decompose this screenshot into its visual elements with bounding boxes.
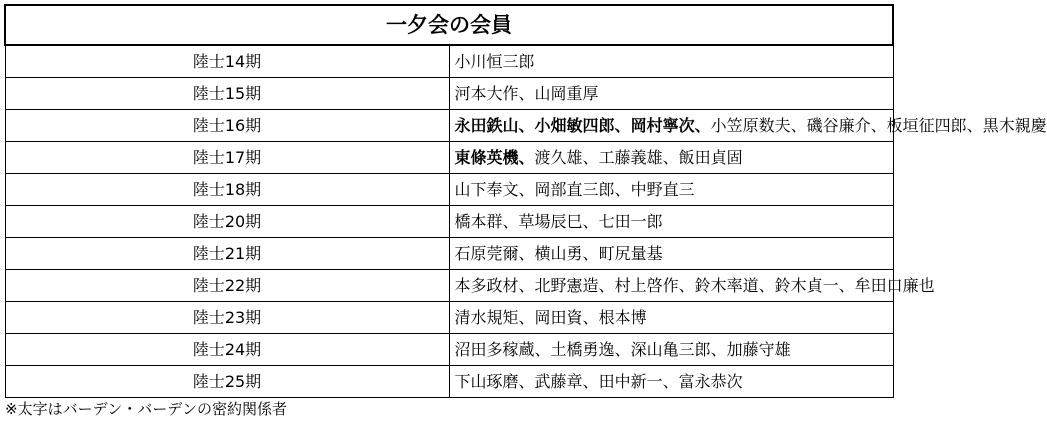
member-names-cell <box>449 78 893 110</box>
class-label-cell: 陸士20期 <box>5 206 449 238</box>
member-name: 石原莞爾 <box>454 244 519 263</box>
member-name: 東條英機 <box>454 148 519 167</box>
name-separator: 、 <box>614 340 631 359</box>
class-label-cell: 陸士23期 <box>5 302 449 334</box>
name-separator: 、 <box>518 308 535 327</box>
member-name: 土橋勇逸 <box>550 340 615 359</box>
class-label-cell: 陸士16期 <box>5 110 449 142</box>
name-separator: 、 <box>582 148 599 167</box>
table-row <box>5 366 893 398</box>
member-name: 岡田資 <box>534 308 583 327</box>
member-name: 富永恭次 <box>678 372 743 391</box>
table-row <box>5 334 893 366</box>
name-separator: 、 <box>518 84 535 103</box>
member-name: 山下奉文 <box>454 180 519 199</box>
member-name: 本多政材 <box>454 276 519 295</box>
table-row <box>5 206 893 238</box>
table-row <box>5 45 893 78</box>
name-separator: 、 <box>662 148 679 167</box>
member-names-cell <box>449 174 893 206</box>
class-label-cell: 陸士14期 <box>5 45 449 78</box>
member-name: 河本大作 <box>454 84 519 103</box>
member-names-cell <box>449 270 935 302</box>
name-separator: 、 <box>790 116 807 135</box>
name-separator: 、 <box>582 372 599 391</box>
table-row <box>5 78 893 110</box>
name-separator: 、 <box>518 244 535 263</box>
members-sheet <box>4 4 1047 398</box>
member-name: 磯谷廉介 <box>806 116 871 135</box>
member-names-cell <box>449 334 893 366</box>
member-name: 村上啓作 <box>614 276 679 295</box>
table-row <box>5 302 893 334</box>
name-separator: 、 <box>966 116 983 135</box>
table-row <box>5 142 893 174</box>
member-name: 下山琢磨 <box>454 372 519 391</box>
member-name: 深山亀三郎 <box>630 340 711 359</box>
member-name: 岡村寧次 <box>630 116 695 135</box>
member-name: 渡久雄 <box>534 148 583 167</box>
name-separator: 、 <box>518 180 535 199</box>
member-name: 飯田貞固 <box>678 148 743 167</box>
class-label-cell: 陸士15期 <box>5 78 449 110</box>
member-name: 中野直三 <box>630 180 695 199</box>
footnote: ※太字はバーデン・バーデンの密約関係者 <box>5 400 287 418</box>
member-name: 七田一郎 <box>598 212 663 231</box>
class-label-cell: 陸士25期 <box>5 366 449 398</box>
member-names-cell <box>449 302 893 334</box>
class-label-cell: 陸士22期 <box>5 270 449 302</box>
member-name: 横山勇 <box>534 244 583 263</box>
table-row <box>5 110 893 142</box>
name-separator: 、 <box>518 372 535 391</box>
member-name: 鈴木率道 <box>694 276 759 295</box>
name-separator: 、 <box>614 116 631 135</box>
member-name: 板垣征四郎 <box>886 116 967 135</box>
member-name: 工藤義雄 <box>598 148 663 167</box>
member-name: 清水規矩 <box>454 308 519 327</box>
class-label-cell: 陸士24期 <box>5 334 449 366</box>
name-separator: 、 <box>758 276 775 295</box>
member-names-cell <box>449 45 893 78</box>
name-separator: 、 <box>582 244 599 263</box>
member-name: 牟田口廉也 <box>854 276 935 295</box>
member-name: 鈴木貞一 <box>774 276 839 295</box>
member-name: 草場辰巳 <box>518 212 583 231</box>
member-name: 町尻量基 <box>598 244 663 263</box>
name-separator: 、 <box>534 340 551 359</box>
name-separator: 、 <box>518 116 535 135</box>
member-name: 永田鉄山 <box>454 116 519 135</box>
name-separator: 、 <box>518 276 535 295</box>
member-name: 田中新一 <box>598 372 663 391</box>
name-separator: 、 <box>870 116 887 135</box>
member-name: 小川恒三郎 <box>454 52 535 71</box>
name-separator: 、 <box>678 276 695 295</box>
member-name: 岡部直三郎 <box>534 180 615 199</box>
member-name: 小笠原数夫 <box>710 116 791 135</box>
member-name: 根本博 <box>598 308 647 327</box>
name-separator: 、 <box>614 180 631 199</box>
member-name: 北野憲造 <box>534 276 599 295</box>
name-separator: 、 <box>582 308 599 327</box>
member-names-cell <box>449 366 893 398</box>
name-separator: 、 <box>598 276 615 295</box>
name-separator: 、 <box>582 212 599 231</box>
class-label-cell: 陸士18期 <box>5 174 449 206</box>
title-row <box>5 5 893 45</box>
table-row <box>5 174 893 206</box>
member-name: 武藤章 <box>534 372 583 391</box>
member-names-cell <box>449 238 893 270</box>
name-separator: 、 <box>518 148 535 167</box>
members-table <box>4 4 1047 398</box>
class-label-cell: 陸士17期 <box>5 142 449 174</box>
table-title: 一夕会の会員 <box>5 5 893 45</box>
name-separator: 、 <box>662 372 679 391</box>
members-table-body <box>5 5 1047 398</box>
class-label-cell: 陸士21期 <box>5 238 449 270</box>
table-row <box>5 270 893 302</box>
table-row <box>5 238 893 270</box>
member-names-cell <box>449 142 893 174</box>
member-name: 黒木親慶 <box>982 116 1047 135</box>
member-names-cell <box>449 206 893 238</box>
member-name: 山岡重厚 <box>534 84 599 103</box>
name-separator: 、 <box>838 276 855 295</box>
member-name: 沼田多稼蔵 <box>454 340 535 359</box>
member-name: 加藤守雄 <box>726 340 791 359</box>
name-separator: 、 <box>694 116 711 135</box>
member-name: 橋本群 <box>454 212 503 231</box>
member-name: 小畑敏四郎 <box>534 116 615 135</box>
name-separator: 、 <box>710 340 727 359</box>
name-separator: 、 <box>502 212 519 231</box>
member-names-cell <box>449 110 1047 142</box>
